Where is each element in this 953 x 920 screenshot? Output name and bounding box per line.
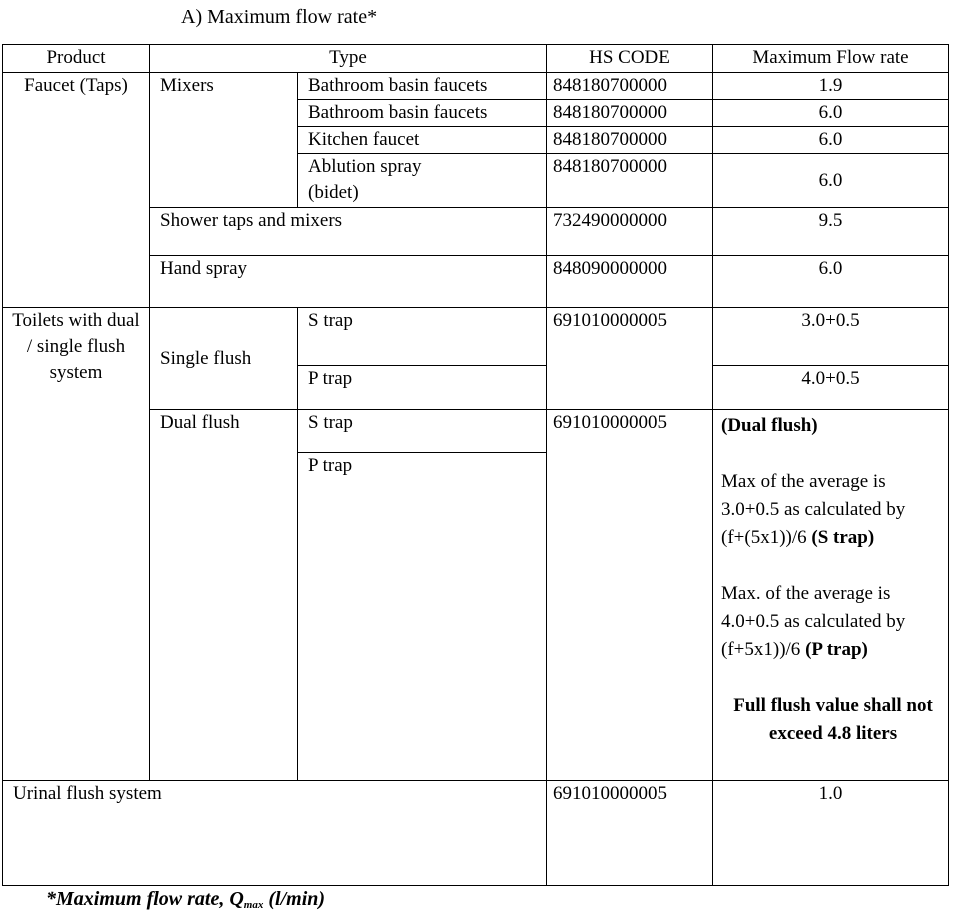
flow-text-line: (f+5x1))/6 (P trap) <box>721 639 868 660</box>
type-dual-flush: Dual flush <box>150 410 298 781</box>
flow-cell: 9.5 <box>713 208 949 256</box>
table-row <box>3 781 949 886</box>
hs-code-cell: 732490000000 <box>547 208 713 256</box>
type-mixers: Mixers <box>150 73 298 208</box>
product-faucet: Faucet (Taps) <box>3 73 150 308</box>
hs-code-cell: 848090000000 <box>547 256 713 308</box>
flow-text-line: (f+(5x1))/6 (S trap) <box>721 527 875 548</box>
product-line: / single flush <box>26 336 126 357</box>
dual-flush-heading: (Dual flush) <box>721 415 818 436</box>
hs-code-cell: 848180700000 <box>547 154 713 208</box>
type-line: Ablution spray <box>308 156 422 177</box>
flow-cell: 6.0 <box>713 127 949 154</box>
flow-cell: 6.0 <box>713 154 949 208</box>
hs-code-cell: 848180700000 <box>547 73 713 100</box>
flow-cell: 1.9 <box>713 73 949 100</box>
table-row <box>3 73 949 100</box>
product-line: system <box>49 362 103 383</box>
type-cell: Shower taps and mixers <box>150 208 547 256</box>
header-product: Product <box>3 45 150 73</box>
hs-code-cell: 691010000005 <box>547 308 713 410</box>
product-urinal: Urinal flush system <box>3 781 547 886</box>
header-row <box>3 45 949 73</box>
type-cell: S trap <box>298 410 547 453</box>
flow-text-line: 4.0+0.5 as calculated by <box>721 611 906 632</box>
type-cell: P trap <box>298 366 547 410</box>
type-cell: Bathroom basin faucets <box>298 73 547 100</box>
flow-text-line: 3.0+0.5 as calculated by <box>721 499 906 520</box>
type-cell: S trap <box>298 308 547 366</box>
type-cell: P trap <box>298 453 547 781</box>
flow-rate-table <box>2 44 949 886</box>
product-toilets <box>3 308 150 781</box>
hs-code-cell: 848180700000 <box>547 127 713 154</box>
header-type: Type <box>150 45 547 73</box>
header-hs-code: HS CODE <box>547 45 713 73</box>
product-line: Toilets with dual <box>12 310 140 331</box>
type-single-flush: Single flush <box>150 308 298 410</box>
full-flush-note: Full flush value shall not <box>733 695 933 716</box>
footnote: *Maximum flow rate, $Q_{max}$ (l/min) <box>46 888 326 911</box>
type-cell: Hand spray <box>150 256 547 308</box>
flow-text-line: Max of the average is <box>721 471 886 492</box>
type-cell <box>298 154 547 208</box>
type-cell: Bathroom basin faucets <box>298 100 547 127</box>
type-cell: Kitchen faucet <box>298 127 547 154</box>
header-max-flow: Maximum Flow rate <box>713 45 949 73</box>
flow-cell: 6.0 <box>713 256 949 308</box>
hs-code-cell: 691010000005 <box>547 410 713 781</box>
type-line: (bidet) <box>308 182 359 203</box>
full-flush-note: exceed 4.8 liters <box>768 723 898 744</box>
hs-code-cell: 848180700000 <box>547 100 713 127</box>
flow-cell: 4.0+0.5 <box>713 366 949 410</box>
flow-text-line: Max. of the average is <box>721 583 891 604</box>
flow-cell: 1.0 <box>713 781 949 886</box>
section-title: A) Maximum flow rate* <box>181 6 378 28</box>
hs-code-cell: 691010000005 <box>547 781 713 886</box>
flow-cell: 6.0 <box>713 100 949 127</box>
dual-flush-flow-cell <box>713 410 949 781</box>
flow-cell: 3.0+0.5 <box>713 308 949 366</box>
table-row <box>3 308 949 366</box>
